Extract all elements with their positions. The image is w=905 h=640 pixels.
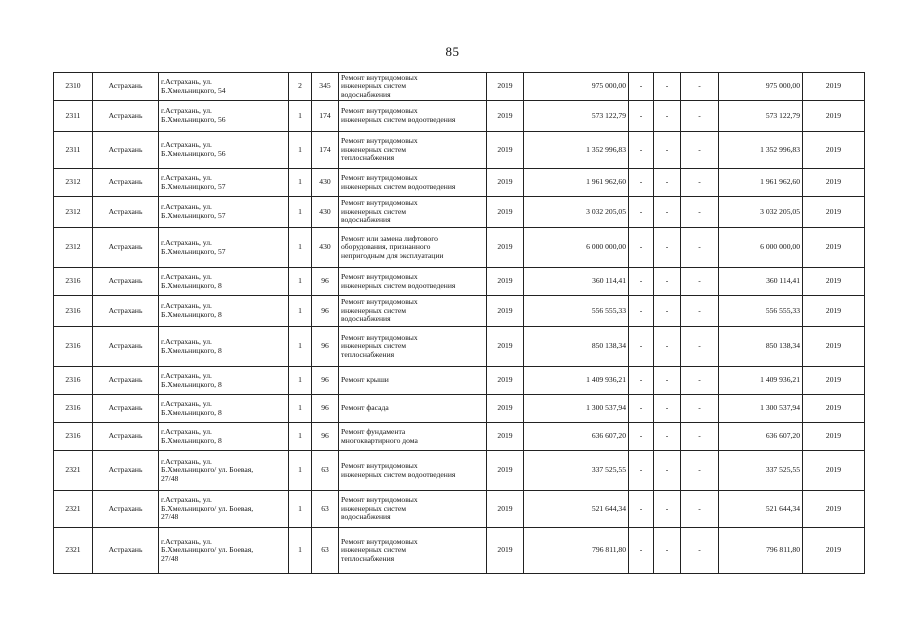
dash-cell: - — [654, 423, 681, 451]
cost-cell: 636 607,20 — [524, 423, 629, 451]
floors-cell: 1 — [289, 132, 312, 169]
table-row — [54, 528, 865, 574]
dash-cell: - — [681, 296, 719, 327]
address-cell — [159, 268, 289, 296]
dash-cell: - — [654, 528, 681, 574]
address-line: Б.Хмельницкого, 8 — [161, 280, 222, 290]
dash-cell: - — [629, 73, 654, 101]
table-row — [54, 451, 865, 491]
table-row — [54, 169, 865, 197]
dash-cell: - — [654, 395, 681, 423]
address-cell — [159, 395, 289, 423]
floors-cell: 1 — [289, 268, 312, 296]
house-id-cell: 2311 — [54, 101, 93, 132]
address-cell — [159, 101, 289, 132]
address-line: Б.Хмельницкого, 8 — [161, 435, 222, 445]
work-type-line: инженерных систем — [341, 503, 407, 513]
year-cell: 2019 — [487, 169, 524, 197]
address-line: г.Астрахань, ул. — [161, 271, 212, 281]
address-cell — [159, 73, 289, 101]
dash-cell: - — [654, 132, 681, 169]
floors-cell: 1 — [289, 395, 312, 423]
total-cell: 573 122,79 — [719, 101, 803, 132]
work-type-line: инженерных систем водоотведения — [341, 469, 456, 479]
work-type-line: инженерных систем водоотведения — [341, 280, 456, 290]
work-type-line: Ремонт внутридомовых — [341, 332, 418, 342]
year-cell: 2019 — [487, 491, 524, 528]
address-line: Б.Хмельницкого, 8 — [161, 379, 222, 389]
floors-cell: 1 — [289, 528, 312, 574]
work-type-line: Ремонт фундамента — [341, 426, 406, 436]
dash-cell: - — [629, 327, 654, 367]
address-line: Б.Хмельницкого, 56 — [161, 149, 226, 158]
dash-cell: - — [681, 268, 719, 296]
address-line: г.Астрахань, ул. — [161, 301, 212, 311]
table-row — [54, 395, 865, 423]
year-cell: 2019 — [487, 367, 524, 395]
apartments-cell: 96 — [312, 395, 339, 423]
work-type-cell — [339, 451, 487, 491]
address-line: г.Астрахань, ул. — [161, 76, 212, 86]
work-type-line: Ремонт внутридомовых — [341, 536, 418, 546]
completion-year-cell: 2019 — [803, 268, 865, 296]
total-cell: 6 000 000,00 — [719, 228, 803, 268]
completion-year-cell: 2019 — [803, 327, 865, 367]
cost-cell: 1 352 996,83 — [524, 132, 629, 169]
dash-cell: - — [654, 73, 681, 101]
completion-year-cell: 2019 — [803, 367, 865, 395]
dash-cell: - — [629, 528, 654, 574]
work-type-line: инженерных систем — [341, 144, 407, 154]
floors-cell: 1 — [289, 327, 312, 367]
work-type-line: теплоснабжения — [341, 553, 395, 563]
year-cell: 2019 — [487, 268, 524, 296]
city-cell: Астрахань — [93, 327, 159, 367]
work-type-cell — [339, 423, 487, 451]
dash-cell: - — [654, 197, 681, 228]
address-cell — [159, 228, 289, 268]
total-cell: 360 114,41 — [719, 268, 803, 296]
total-cell: 636 607,20 — [719, 423, 803, 451]
dash-cell: - — [681, 367, 719, 395]
city-cell: Астрахань — [93, 451, 159, 491]
dash-cell: - — [654, 327, 681, 367]
page-number: 85 — [445, 44, 460, 59]
dash-cell: - — [681, 395, 719, 423]
apartments-cell: 63 — [312, 491, 339, 528]
table-row — [54, 296, 865, 327]
total-cell: 556 555,33 — [719, 296, 803, 327]
house-id-cell: 2316 — [54, 296, 93, 327]
work-type-cell — [339, 268, 487, 296]
house-id-cell: 2316 — [54, 367, 93, 395]
city-cell: Астрахань — [93, 491, 159, 528]
dash-cell: - — [629, 451, 654, 491]
dash-cell: - — [654, 228, 681, 268]
dash-cell: - — [654, 451, 681, 491]
year-cell: 2019 — [487, 395, 524, 423]
work-type-line: Ремонт внутридомовых — [341, 172, 418, 182]
address-line: Б.Хмельницкого/ ул. Боевая, — [161, 465, 254, 475]
address-line: Б.Хмельницкого, 8 — [161, 310, 222, 319]
dash-cell: - — [629, 395, 654, 423]
address-line: г.Астрахань, ул. — [161, 495, 212, 505]
address-line: г.Астрахань, ул. — [161, 202, 212, 212]
address-line: Б.Хмельницкого, 8 — [161, 345, 222, 355]
address-cell — [159, 423, 289, 451]
address-cell — [159, 197, 289, 228]
floors-cell: 1 — [289, 367, 312, 395]
apartments-cell: 174 — [312, 132, 339, 169]
house-id-cell: 2312 — [54, 197, 93, 228]
address-line: г.Астрахань, ул. — [161, 336, 212, 346]
city-cell: Астрахань — [93, 197, 159, 228]
total-cell: 1 352 996,83 — [719, 132, 803, 169]
table-row — [54, 268, 865, 296]
work-type-line: инженерных систем водоотведения — [341, 181, 456, 191]
dash-cell: - — [629, 491, 654, 528]
house-id-cell: 2312 — [54, 169, 93, 197]
apartments-cell: 63 — [312, 451, 339, 491]
apartments-cell: 96 — [312, 268, 339, 296]
total-cell: 337 525,55 — [719, 451, 803, 491]
work-type-cell — [339, 528, 487, 574]
address-line: Б.Хмельницкого, 57 — [161, 181, 226, 191]
apartments-cell: 174 — [312, 101, 339, 132]
work-type-line: Ремонт внутридомовых — [341, 297, 418, 307]
year-cell: 2019 — [487, 197, 524, 228]
year-cell: 2019 — [487, 451, 524, 491]
address-cell — [159, 367, 289, 395]
work-type-line: Ремонт внутридомовых — [341, 495, 418, 505]
address-line: г.Астрахань, ул. — [161, 536, 212, 546]
table-row — [54, 197, 865, 228]
address-line: 27/48 — [161, 553, 179, 563]
cost-cell: 6 000 000,00 — [524, 228, 629, 268]
address-cell — [159, 296, 289, 327]
work-type-cell — [339, 132, 487, 169]
house-id-cell: 2321 — [54, 491, 93, 528]
work-type-line: Ремонт или замена лифтового — [341, 233, 438, 243]
floors-cell: 1 — [289, 228, 312, 268]
total-cell: 1 961 962,60 — [719, 169, 803, 197]
cost-cell: 521 644,34 — [524, 491, 629, 528]
completion-year-cell: 2019 — [803, 73, 865, 101]
dash-cell: - — [629, 132, 654, 169]
floors-cell: 1 — [289, 423, 312, 451]
floors-cell: 1 — [289, 169, 312, 197]
address-cell — [159, 528, 289, 574]
completion-year-cell: 2019 — [803, 228, 865, 268]
address-line: г.Астрахань, ул. — [161, 172, 212, 182]
floors-cell: 1 — [289, 491, 312, 528]
dash-cell: - — [629, 367, 654, 395]
total-cell: 796 811,80 — [719, 528, 803, 574]
work-type-line: многоквартирного дома — [341, 435, 418, 445]
total-cell: 3 032 205,05 — [719, 197, 803, 228]
house-id-cell: 2316 — [54, 268, 93, 296]
work-type-line: водоснабжения — [341, 512, 391, 522]
address-line: г.Астрахань, ул. — [161, 426, 212, 436]
dash-cell: - — [681, 491, 719, 528]
cost-cell: 1 300 537,94 — [524, 395, 629, 423]
work-type-line: водоснабжения — [341, 89, 391, 99]
year-cell: 2019 — [487, 327, 524, 367]
address-line: Б.Хмельницкого, 8 — [161, 407, 222, 417]
dash-cell: - — [629, 268, 654, 296]
year-cell: 2019 — [487, 73, 524, 101]
dash-cell: - — [654, 268, 681, 296]
work-type-line: инженерных систем — [341, 81, 407, 91]
work-type-cell — [339, 367, 487, 395]
cost-cell: 360 114,41 — [524, 268, 629, 296]
city-cell: Астрахань — [93, 101, 159, 132]
cost-cell: 850 138,34 — [524, 327, 629, 367]
work-type-cell — [339, 296, 487, 327]
address-line: г.Астрахань, ул. — [161, 106, 212, 116]
house-id-cell: 2311 — [54, 132, 93, 169]
apartments-cell: 96 — [312, 367, 339, 395]
table-body — [54, 73, 865, 574]
address-line: г.Астрахань, ул. — [161, 237, 212, 247]
house-id-cell: 2321 — [54, 528, 93, 574]
dash-cell: - — [681, 132, 719, 169]
dash-cell: - — [654, 101, 681, 132]
dash-cell: - — [681, 423, 719, 451]
year-cell: 2019 — [487, 101, 524, 132]
total-cell: 850 138,34 — [719, 327, 803, 367]
house-id-cell: 2316 — [54, 327, 93, 367]
work-type-line: теплоснабжения — [341, 153, 395, 163]
table-row — [54, 367, 865, 395]
completion-year-cell: 2019 — [803, 132, 865, 169]
work-type-line: Ремонт внутридомовых — [341, 72, 418, 82]
work-type-line: Ремонт внутридомовых — [341, 198, 418, 208]
city-cell: Астрахань — [93, 423, 159, 451]
cost-cell: 1 961 962,60 — [524, 169, 629, 197]
work-type-line: Ремонт фасада — [341, 403, 389, 413]
completion-year-cell: 2019 — [803, 197, 865, 228]
dash-cell: - — [681, 451, 719, 491]
floors-cell: 1 — [289, 197, 312, 228]
work-type-line: инженерных систем — [341, 545, 407, 555]
apartments-cell: 96 — [312, 423, 339, 451]
cost-cell: 975 000,00 — [524, 73, 629, 101]
work-type-cell — [339, 395, 487, 423]
cost-cell: 337 525,55 — [524, 451, 629, 491]
work-type-cell — [339, 327, 487, 367]
address-line: г.Астрахань, ул. — [161, 140, 212, 150]
work-type-cell — [339, 169, 487, 197]
cost-cell: 1 409 936,21 — [524, 367, 629, 395]
floors-cell: 1 — [289, 296, 312, 327]
address-cell — [159, 451, 289, 491]
table-row — [54, 491, 865, 528]
address-line: Б.Хмельницкого, 57 — [161, 246, 226, 256]
floors-cell: 1 — [289, 101, 312, 132]
city-cell: Астрахань — [93, 395, 159, 423]
city-cell: Астрахань — [93, 169, 159, 197]
completion-year-cell: 2019 — [803, 395, 865, 423]
address-line: Б.Хмельницкого/ ул. Боевая, — [161, 503, 254, 513]
dash-cell: - — [681, 228, 719, 268]
work-type-line: Ремонт внутридомовых — [341, 136, 418, 146]
work-type-cell — [339, 73, 487, 101]
year-cell: 2019 — [487, 528, 524, 574]
dash-cell: - — [681, 169, 719, 197]
total-cell: 521 644,34 — [719, 491, 803, 528]
house-id-cell: 2310 — [54, 73, 93, 101]
work-type-line: непригодным для эксплуатации — [341, 250, 444, 260]
city-cell: Астрахань — [93, 296, 159, 327]
completion-year-cell: 2019 — [803, 296, 865, 327]
dash-cell: - — [654, 367, 681, 395]
dash-cell: - — [654, 491, 681, 528]
work-type-line: теплоснабжения — [341, 349, 395, 359]
work-type-line: инженерных систем — [341, 206, 407, 216]
completion-year-cell: 2019 — [803, 423, 865, 451]
dash-cell: - — [681, 528, 719, 574]
house-id-cell: 2316 — [54, 395, 93, 423]
table-row — [54, 132, 865, 169]
apartments-cell: 430 — [312, 228, 339, 268]
dash-cell: - — [629, 228, 654, 268]
city-cell: Астрахань — [93, 268, 159, 296]
address-cell — [159, 327, 289, 367]
dash-cell: - — [629, 423, 654, 451]
house-id-cell: 2312 — [54, 228, 93, 268]
work-type-line: инженерных систем — [341, 341, 407, 351]
cost-cell: 556 555,33 — [524, 296, 629, 327]
dash-cell: - — [629, 296, 654, 327]
address-line: г.Астрахань, ул. — [161, 370, 212, 380]
work-type-cell — [339, 228, 487, 268]
work-type-line: водоснабжения — [341, 215, 391, 225]
house-id-cell: 2316 — [54, 423, 93, 451]
address-cell — [159, 491, 289, 528]
apartments-cell: 96 — [312, 296, 339, 327]
table-row — [54, 101, 865, 132]
dash-cell: - — [681, 197, 719, 228]
city-cell: Астрахань — [93, 73, 159, 101]
dash-cell: - — [629, 101, 654, 132]
address-line: г.Астрахань, ул. — [161, 456, 212, 466]
work-type-line: Ремонт крыши — [341, 375, 389, 385]
year-cell: 2019 — [487, 423, 524, 451]
work-type-line: Ремонт внутридомовых — [341, 106, 418, 116]
total-cell: 975 000,00 — [719, 73, 803, 101]
work-type-line: инженерных систем — [341, 305, 407, 315]
cost-cell: 796 811,80 — [524, 528, 629, 574]
work-type-line: оборудования, признанного — [341, 242, 431, 252]
work-type-line: Ремонт внутридомовых — [341, 271, 418, 281]
city-cell: Астрахань — [93, 528, 159, 574]
address-line: Б.Хмельницкого, 56 — [161, 115, 226, 124]
completion-year-cell: 2019 — [803, 101, 865, 132]
total-cell: 1 409 936,21 — [719, 367, 803, 395]
year-cell: 2019 — [487, 132, 524, 169]
dash-cell: - — [681, 327, 719, 367]
work-type-line: инженерных систем водоотведения — [341, 115, 456, 124]
address-line: Б.Хмельницкого, 57 — [161, 211, 226, 220]
apartments-cell: 430 — [312, 169, 339, 197]
cost-cell: 573 122,79 — [524, 101, 629, 132]
address-line: 27/48 — [161, 473, 179, 483]
dash-cell: - — [681, 73, 719, 101]
year-cell: 2019 — [487, 228, 524, 268]
floors-cell: 2 — [289, 73, 312, 101]
city-cell: Астрахань — [93, 132, 159, 169]
work-type-cell — [339, 101, 487, 132]
apartments-cell: 63 — [312, 528, 339, 574]
address-line: Б.Хмельницкого, 54 — [161, 85, 226, 95]
address-line: 27/48 — [161, 512, 179, 522]
completion-year-cell: 2019 — [803, 491, 865, 528]
address-line: Б.Хмельницкого/ ул. Боевая, — [161, 545, 254, 555]
completion-year-cell: 2019 — [803, 169, 865, 197]
city-cell: Астрахань — [93, 228, 159, 268]
table-row — [54, 327, 865, 367]
dash-cell: - — [681, 101, 719, 132]
apartments-cell: 430 — [312, 197, 339, 228]
table-row — [54, 228, 865, 268]
apartments-cell: 345 — [312, 73, 339, 101]
total-cell: 1 300 537,94 — [719, 395, 803, 423]
apartments-cell: 96 — [312, 327, 339, 367]
cost-cell: 3 032 205,05 — [524, 197, 629, 228]
completion-year-cell: 2019 — [803, 451, 865, 491]
dash-cell: - — [629, 169, 654, 197]
floors-cell: 1 — [289, 451, 312, 491]
work-type-line: водоснабжения — [341, 314, 391, 324]
work-type-cell — [339, 491, 487, 528]
table-row — [54, 423, 865, 451]
city-cell: Астрахань — [93, 367, 159, 395]
house-id-cell: 2321 — [54, 451, 93, 491]
work-type-cell — [339, 197, 487, 228]
work-type-line: Ремонт внутридомовых — [341, 460, 418, 470]
address-line: г.Астрахань, ул. — [161, 398, 212, 408]
table-row — [54, 73, 865, 101]
dash-cell: - — [654, 296, 681, 327]
dash-cell: - — [654, 169, 681, 197]
address-cell — [159, 132, 289, 169]
year-cell: 2019 — [487, 296, 524, 327]
address-cell — [159, 169, 289, 197]
dash-cell: - — [629, 197, 654, 228]
capital-repair-table — [53, 72, 865, 574]
completion-year-cell: 2019 — [803, 528, 865, 574]
